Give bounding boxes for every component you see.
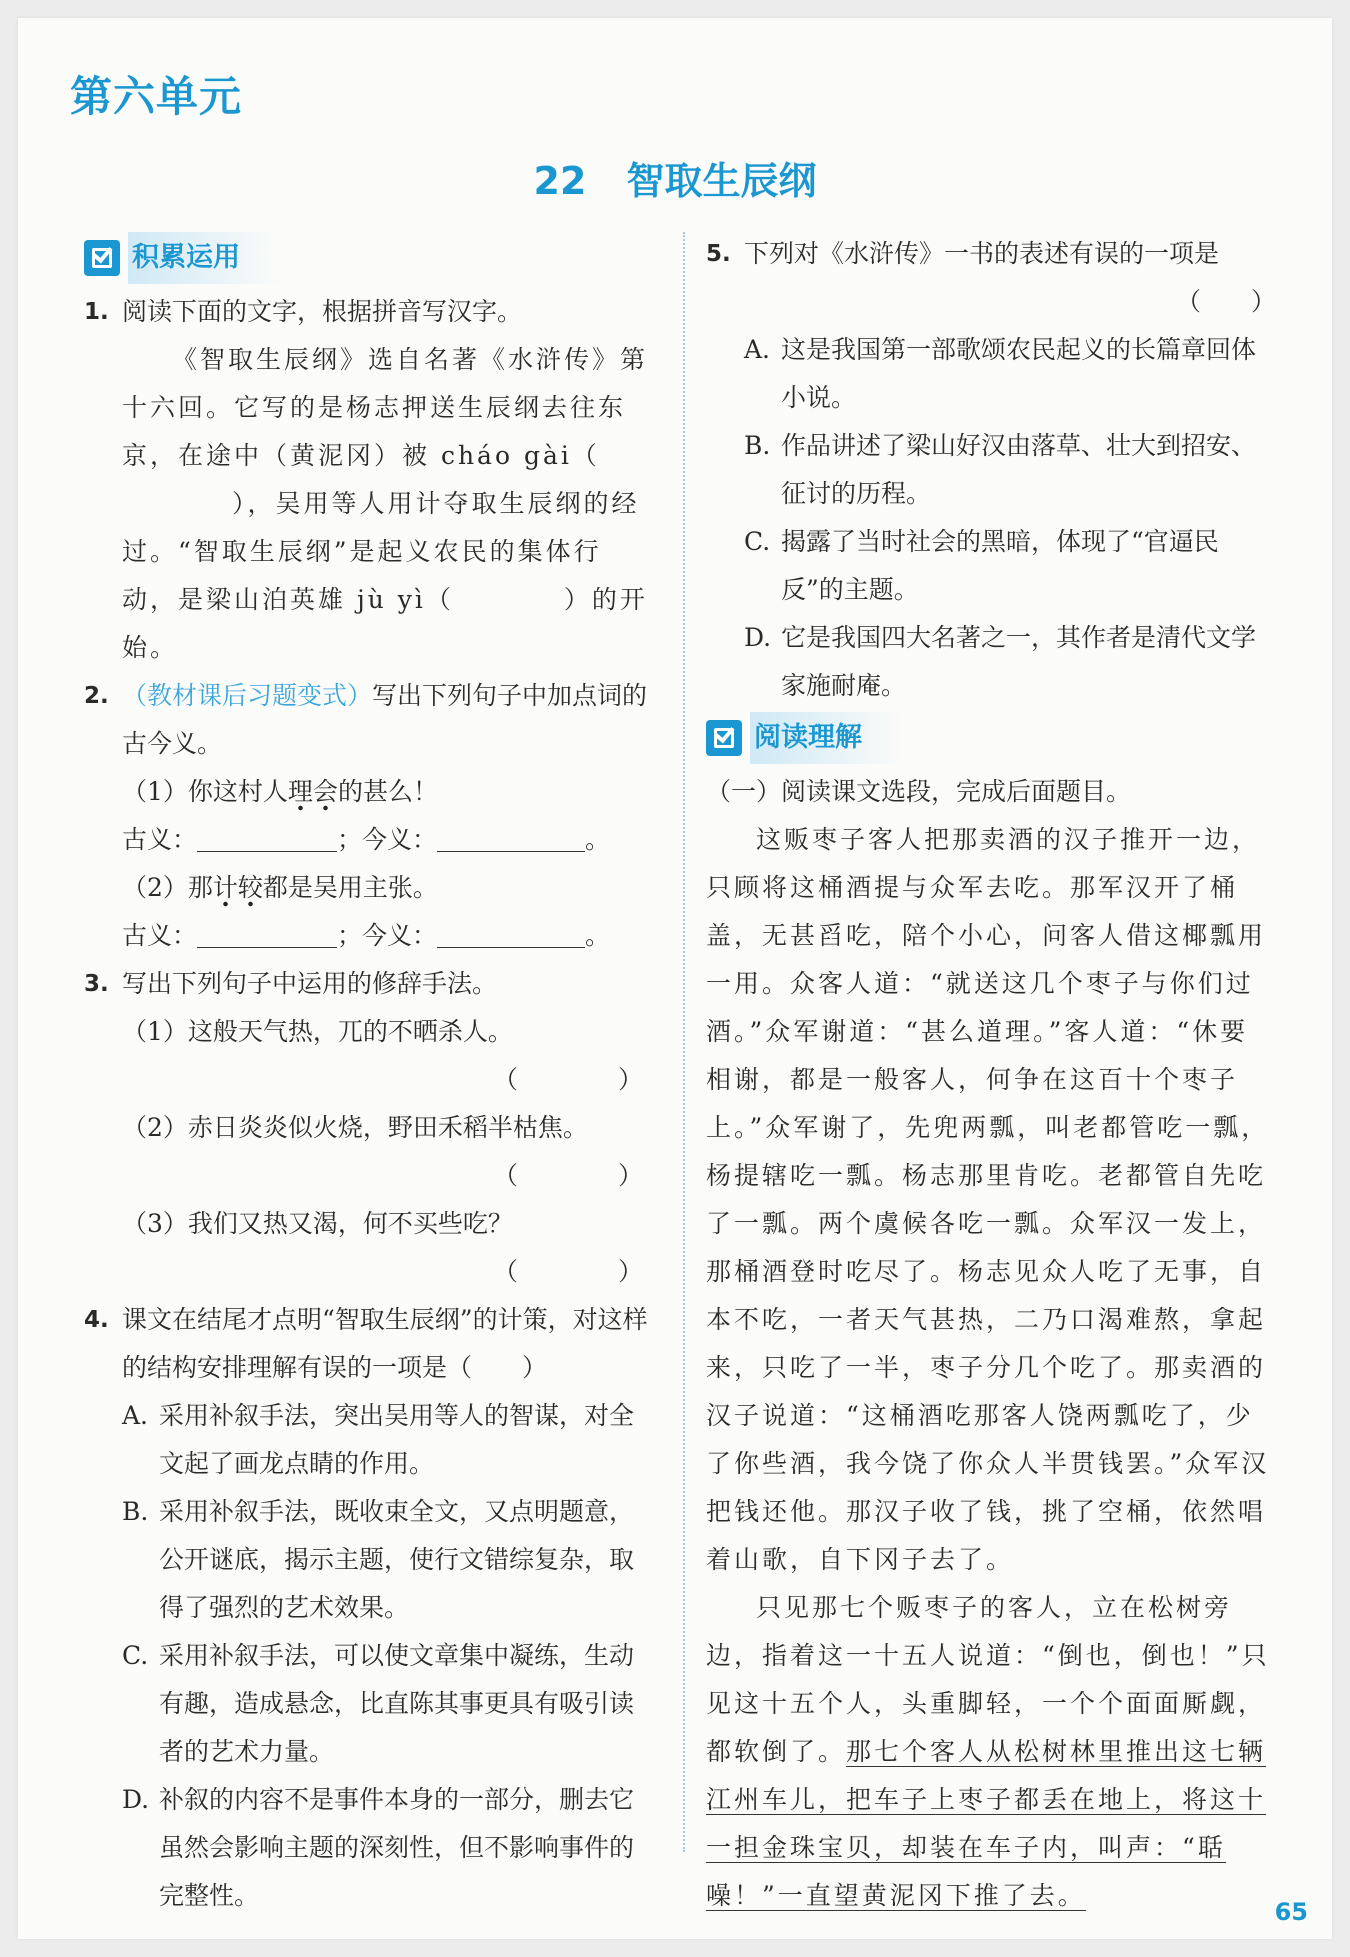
lesson-heading (0, 150, 1350, 205)
question-2 (84, 672, 657, 960)
stem-text: 写出下列句子中加点词的古今义。 (122, 681, 648, 758)
answer-paren[interactable] (122, 1152, 657, 1200)
section-header-accumulation (84, 232, 657, 284)
sentence-2 (122, 864, 657, 912)
lesson-number: 22 (533, 159, 587, 203)
passage-text: 只见那七个贩枣子的客人，立在松树旁边，指着这一十五人说道：“倒也，倒也！”只见这十五个人，头重脚轻，一个个面面厮觑，都软倒了。 (706, 1593, 1270, 1766)
question-passage (122, 336, 657, 672)
question-stem: 下列对《水浒传》一书的表述有误的一项是 (744, 239, 1220, 268)
question-3 (84, 960, 657, 1296)
modern-label: ；今义： (337, 921, 438, 950)
option-b[interactable] (122, 1488, 657, 1632)
option-text: 揭露了当时社会的黑暗，体现了“官逼民反”的主题。 (781, 527, 1219, 604)
question-1 (84, 288, 657, 672)
question-stem (122, 1296, 657, 1392)
answer-line (122, 816, 657, 864)
modern-meaning-blank[interactable] (437, 917, 585, 948)
passage-text: ）的开始。 (122, 585, 648, 662)
left-column (84, 230, 657, 1920)
option-text: 采用补叙手法，既收束全文，又点明题意，公开谜底，揭示主题，使行文错综复杂，取得了强烈的艺术效果。 (159, 1497, 635, 1622)
question-5 (706, 230, 1276, 710)
passage-paragraph: 这贩枣子客人把那卖酒的汉子推开一边，只顾将这桶酒提与众军去吃。那军汉开了桶盖，无甚舀吃，陪个小心，问客人借这椰瓢用一用。众客人道：“就送这几个枣子与你们过酒。”众军谢道：“甚么道理。”客人道：“休要相谢，都是一般客人，何争在这百十个枣子上。”众军谢了，先兜两瓢，叫老都管吃一瓢，杨提辖吃一瓢。杨志那里肯吃。老都管自先吃了一瓢。两个虞候各吃一瓢。众军汉一发上，那桶酒登时吃尽了。杨志见众人吃了无事，自本不吃，一者天气甚热，二乃口渴难熬，拿起来，只吃了一半，枣子分几个吃了。那卖酒的汉子说道：“这桶酒吃那客人饶两瓢吃了，少了你些酒，我今饶了你众人半贯钱罢。”众军汉把钱还他。那汉子收了钱，挑了空桶，依然唱着山歌，自下冈子去了。 (706, 825, 1270, 1574)
unit-title: 第六单元 (70, 72, 243, 121)
reading-passage (706, 816, 1276, 1920)
passage-text: 《智取生辰纲》选自名著《水浒传》第十六回。它写的是杨志押送生辰纲去往东京，在途中（黄泥冈）被 cháo gài（ (122, 345, 649, 470)
source-tag: （教材课后习题变式） (122, 681, 373, 710)
answer-paren[interactable]: （ ） (447, 1353, 548, 1382)
option-letter: A. (122, 1401, 149, 1430)
sentence-text: 的甚么！ (337, 777, 438, 806)
right-paren: ） (617, 1065, 643, 1094)
passage-text: ），吴用等人用计夺取生辰纲的经过。“智取生辰纲”是起义农民的集体行动，是梁山泊英雄 jù yì（ (122, 489, 640, 614)
section-header-reading (706, 712, 1276, 764)
lesson-title: 智取生辰纲 (626, 159, 817, 203)
answer-paren[interactable] (122, 1248, 657, 1296)
checkbox-icon (84, 240, 120, 276)
left-paren: （ (493, 1257, 519, 1286)
answer-line (122, 912, 657, 960)
question-number: 3. (84, 971, 109, 997)
left-paren: （ (493, 1161, 519, 1190)
option-text: 这是我国第一部歌颂农民起义的长篇章回体小说。 (781, 335, 1257, 412)
column-divider (683, 232, 685, 1852)
option-letter: C. (122, 1641, 149, 1670)
stem-text: 课文在结尾才点明“智取生辰纲”的计策，对这样的结构安排理解有误的一项是 (122, 1305, 648, 1382)
question-number: 1. (84, 299, 109, 325)
question-number: 5. (706, 241, 731, 267)
option-c[interactable] (744, 518, 1276, 614)
option-a[interactable] (122, 1392, 657, 1488)
passage-paragraph (706, 1584, 1276, 1920)
sentence-2: （2）赤日炎炎似火烧，野田禾稻半枯焦。 (122, 1113, 588, 1142)
option-a[interactable] (744, 326, 1276, 422)
option-letter: D. (122, 1785, 150, 1814)
section-label: 积累运用 (128, 232, 280, 284)
left-paren: （ (493, 1065, 519, 1094)
sentence-3: （3）我们又热又渴，何不买些吃？ (122, 1209, 513, 1238)
question-number: 2. (84, 683, 109, 709)
option-text: 作品讲述了梁山好汉由落草、壮大到招安、征讨的历程。 (781, 431, 1257, 508)
question-stem: 阅读下面的文字，根据拼音写汉字。 (122, 297, 523, 326)
option-letter: C. (744, 527, 771, 556)
option-letter: B. (744, 431, 771, 460)
period: 。 (585, 921, 611, 950)
right-paren: ） (617, 1161, 643, 1190)
option-d[interactable] (122, 1776, 657, 1920)
answer-paren[interactable]: （ ） (1175, 287, 1276, 316)
question-4 (84, 1296, 657, 1920)
option-d[interactable] (744, 614, 1276, 710)
ancient-label: 古义： (122, 825, 198, 854)
dotted-word: 理会 (288, 777, 338, 812)
option-b[interactable] (744, 422, 1276, 518)
pencil-icon (706, 720, 742, 756)
underlined-text: 那七个客人从松树林里推出这七辆江州车儿，把车子上枣子都丢在地上，将这十一担金珠宝贝，却装在车子内，叫声：“聒噪！”一直望黄泥冈下推了去。 (706, 1737, 1267, 1910)
ancient-meaning-blank[interactable] (197, 917, 337, 948)
option-letter: B. (122, 1497, 149, 1526)
sentence-1 (122, 768, 657, 816)
option-text: 采用补叙手法，可以使文章集中凝练，生动有趣，造成悬念，比直陈其事更具有吸引读者的艺术力量。 (159, 1641, 635, 1766)
period: 。 (585, 825, 611, 854)
dotted-word: 计较 (213, 873, 263, 908)
option-text: 补叙的内容不是事件本身的一部分，删去它虽然会影响主题的深刻性，但不影响事件的完整性。 (159, 1785, 635, 1910)
sentence-1: （1）这般天气热，兀的不晒杀人。 (122, 1017, 513, 1046)
page-number: 65 (1274, 1898, 1308, 1926)
sentence-text: （1）你这村人 (122, 777, 288, 806)
right-column (706, 230, 1276, 1920)
option-c[interactable] (122, 1632, 657, 1776)
modern-label: ；今义： (337, 825, 438, 854)
ancient-meaning-blank[interactable] (197, 821, 337, 852)
question-stem (122, 672, 657, 768)
question-number: 4. (84, 1307, 109, 1333)
option-letter: A. (744, 335, 771, 364)
sentence-text: （2）那 (122, 873, 213, 902)
section-label: 阅读理解 (750, 712, 902, 764)
reading-intro: （一）阅读课文选段，完成后面题目。 (706, 777, 1132, 806)
option-text: 它是我国四大名著之一，其作者是清代文学家施耐庵。 (781, 623, 1257, 700)
right-paren: ） (617, 1257, 643, 1286)
modern-meaning-blank[interactable] (437, 821, 585, 852)
sentence-text: 都是吴用主张。 (262, 873, 438, 902)
option-letter: D. (744, 623, 772, 652)
ancient-label: 古义： (122, 921, 198, 950)
option-text: 采用补叙手法，突出吴用等人的智谋，对全文起了画龙点睛的作用。 (159, 1401, 635, 1478)
answer-paren[interactable] (122, 1056, 657, 1104)
question-stem: 写出下列句子中运用的修辞手法。 (122, 969, 498, 998)
